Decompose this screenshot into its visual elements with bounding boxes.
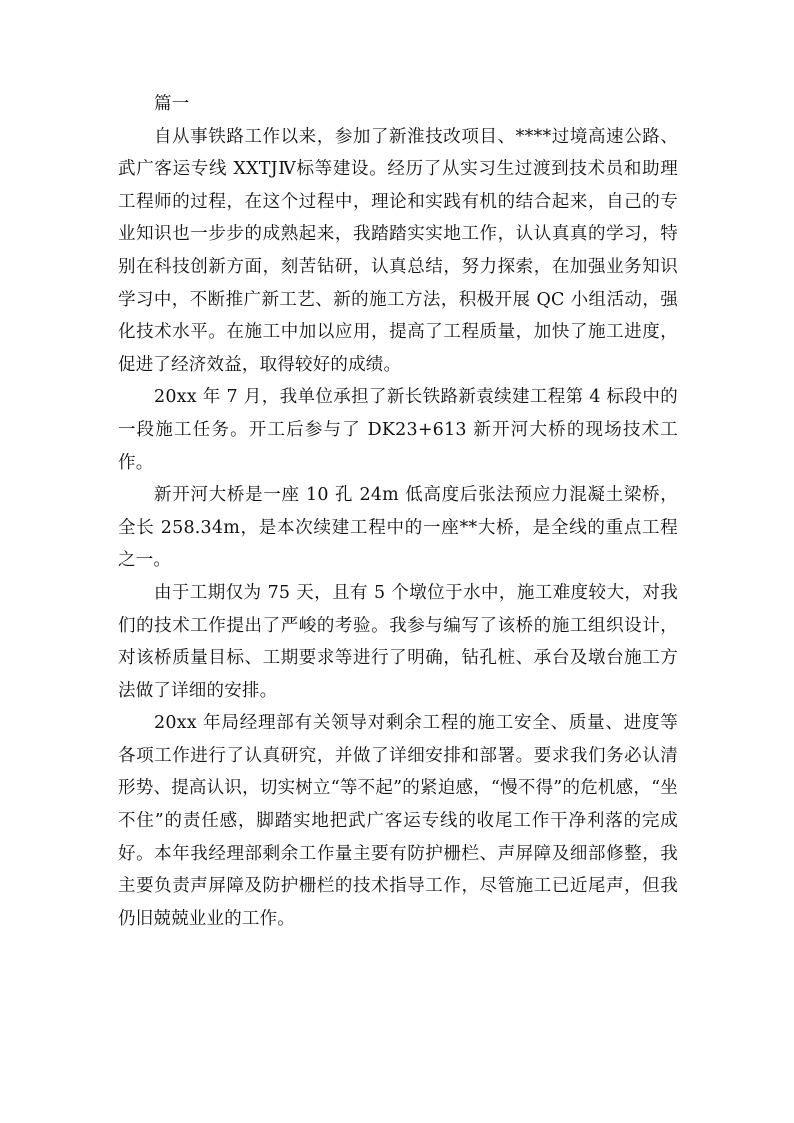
paragraph-5: 20xx 年局经理部有关领导对剩余工程的施工安全、质量、进度等各项工作进行了认真研究，并做了详细安排和部署。要求我们务必认清形势、提高认识，切实树立“等不起”的紧迫感，“慢不得”的危机感，“坐不住”的责任感，脚踏实地把武广客运专线的收尾工作干净利落的完成好。本年我经理部剩余工作量主要有防护栅栏、声屏障及细部修整，我主要负责声屏障及防护栅栏的技术指导工作，尽管施工已近尾声，但我仍旧兢兢业业的工作。 <box>118 713 678 929</box>
paragraph-4: 由于工期仅为 75 天，且有 5 个墩位于水中，施工难度较大，对我们的技术工作提出了严峻的考验。我参与编写了该桥的施工组织设计，对该桥质量目标、工期要求等进行了明确，钻孔桩、承台及墩台施工方法做了详细的安排。 <box>118 582 678 701</box>
paragraph-3: 新开河大桥是一座 10 孔 24m 低高度后张法预应力混凝土梁桥，全长 258.34m，是本次续建工程中的一座**大桥，是全线的重点工程之一。 <box>118 485 678 571</box>
document-body <box>118 88 678 935</box>
paragraph-1: 自从事铁路工作以来，参加了新淮技改项目、****过境高速公路、武广客运专线 XXTJⅣ标等建设。经历了从实习生过渡到技术员和助理工程师的过程，在这个过程中，理论和实践有机的结合起来，自己的专业知识也一步步的成熟起来，我踏踏实实地工作，认认真真的学习，特别在科技创新方面，刻苦钻研，认真总结，努力探索，在加强业务知识学习中，不断推广新工艺、新的施工方法，积极开展 QC 小组活动，强化技术水平。在施工中加以应用，提高了工程质量，加快了施工进度，促进了经济效益，取得较好的成绩。 <box>118 126 678 375</box>
paragraph-2: 20xx 年 7 月，我单位承担了新长铁路新袁续建工程第 4 标段中的一段施工任务。开工后参与了 DK23+613 新开河大桥的现场技术工作。 <box>118 387 678 473</box>
document-title: 篇一 <box>154 94 190 114</box>
